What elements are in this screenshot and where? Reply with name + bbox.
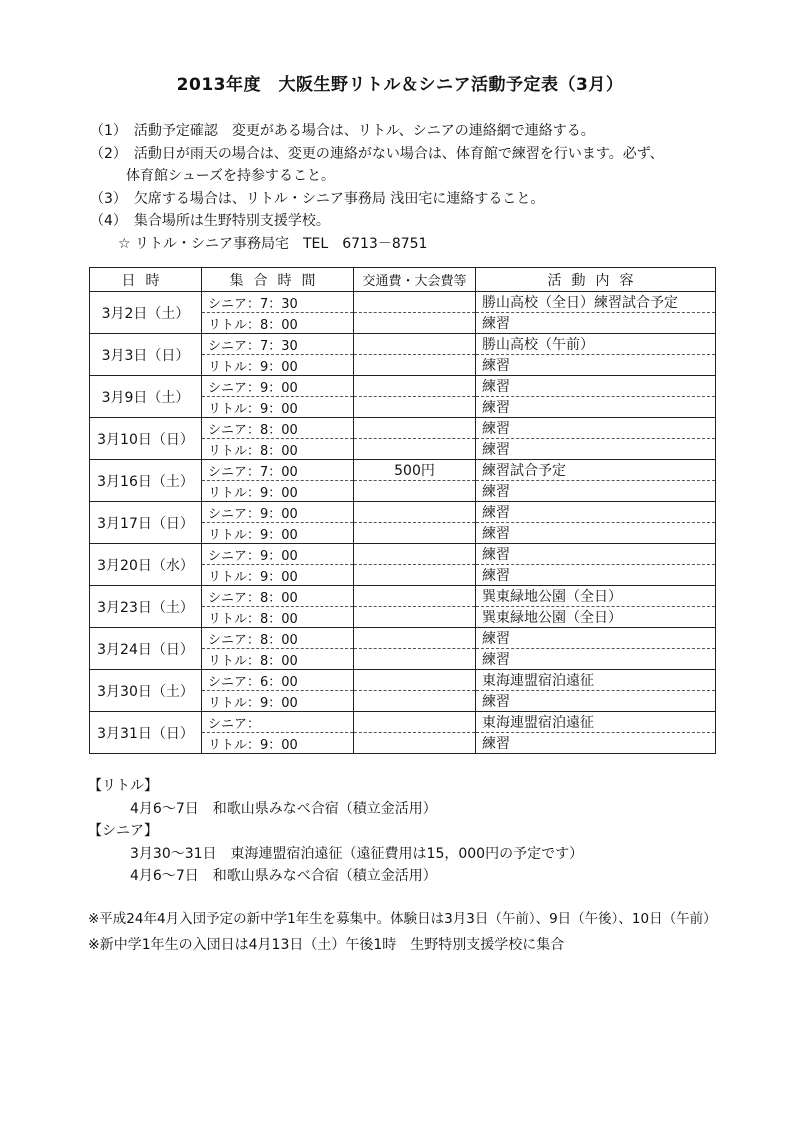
little-fee-cell [354,481,476,502]
table-row [90,418,716,439]
little-time-cell: リトル：9：00 [202,691,354,712]
table-row [90,376,716,397]
senior-activity-cell: 練習 [476,628,716,649]
little-time-cell: リトル：8：00 [202,649,354,670]
entry-note: ※新中学1年生の入団日は4月13日（土）午後1時 生野特別支援学校に集合 [88,937,565,953]
date-cell: 3月10日（日） [90,418,202,460]
little-time-cell: リトル：9：00 [202,481,354,502]
note-3: （3） 欠席する場合は、リトル・シニア事務局 浅田宅に連絡すること。 [90,190,545,207]
little-fee-cell [354,607,476,628]
little-time-cell: リトル：8：00 [202,313,354,334]
senior-fee-cell [354,712,476,733]
table-header-row [90,268,716,292]
little-time-cell: リトル：9：00 [202,355,354,376]
note-2: （2） 活動日が雨天の場合は、変更の連絡がない場合は、体育館で練習を行います。必ず、 [90,145,664,162]
senior-time-cell: シニア：8：00 [202,628,354,649]
senior-fee-cell [354,628,476,649]
senior-fee-cell [354,586,476,607]
little-activity-cell: 練習 [476,481,716,502]
note-4: （4） 集合場所は生野特別支援学校。 [90,213,330,229]
table-row [90,502,716,523]
senior-time-cell: シニア：8：00 [202,418,354,439]
little-camp-item: 4月6～7日 和歌山県みなべ合宿（積立金活用） [130,800,437,817]
little-activity-cell: 練習 [476,523,716,544]
little-activity-cell: 練習 [476,439,716,460]
little-fee-cell [354,523,476,544]
notes-list [90,120,664,255]
senior-camp-label: 【シニア】 [88,823,158,839]
little-activity-cell: 練習 [476,313,716,334]
page-title: 2013年度 大阪生野リトル＆シニア活動予定表（3月） [176,75,624,95]
senior-activity-cell: 練習試合予定 [476,460,716,481]
note-2-continued: 体育館シューズを持参すること。 [126,168,336,184]
date-cell: 3月9日（土） [90,376,202,418]
table-row [90,292,716,313]
senior-fee-cell [354,292,476,313]
little-activity-cell: 練習 [476,649,716,670]
date-cell: 3月30日（土） [90,670,202,712]
little-activity-cell: 練習 [476,565,716,586]
senior-time-cell: シニア：9：00 [202,502,354,523]
little-fee-cell [354,313,476,334]
senior-time-cell: シニア：8：00 [202,586,354,607]
date-cell: 3月16日（土） [90,460,202,502]
little-activity-cell: 練習 [476,733,716,754]
senior-activity-cell: 練習 [476,376,716,397]
senior-activity-cell: 練習 [476,418,716,439]
footer-notes [88,906,717,958]
header-fee: 交通費・大会費等 [354,268,476,292]
little-activity-cell: 練習 [476,691,716,712]
little-time-cell: リトル：8：00 [202,439,354,460]
table-row [90,544,716,565]
little-fee-cell [354,691,476,712]
senior-time-cell: シニア：7：30 [202,292,354,313]
date-cell: 3月23日（土） [90,586,202,628]
recruit-note: ※平成24年4月入団予定の新中学1年生を募集中。体験日は3月3日（午前）、9日（午後）、10日（午前） [88,911,717,927]
senior-time-cell: シニア：6：00 [202,670,354,691]
little-activity-cell: 練習 [476,397,716,418]
senior-camp-item: 3月30～31日 東海連盟宿泊遠征（遠征費用は15，000円の予定です） [130,845,584,862]
header-time: 集合時間 [202,268,354,292]
table-row [90,460,716,481]
table-row [90,628,716,649]
note-1: （1） 活動予定確認 変更がある場合は、リトル、シニアの連絡網で連絡する。 [90,123,595,139]
little-fee-cell [354,439,476,460]
date-cell: 3月31日（日） [90,712,202,754]
little-camp-label: 【リトル】 [88,778,158,794]
little-time-cell: リトル：9：00 [202,397,354,418]
table-row [90,586,716,607]
date-cell: 3月20日（水） [90,544,202,586]
date-cell: 3月17日（日） [90,502,202,544]
senior-camp-item: 4月6～7日 和歌山県みなべ合宿（積立金活用） [130,868,437,884]
little-fee-cell [354,649,476,670]
schedule-body [90,292,716,754]
senior-activity-cell: 練習 [476,502,716,523]
senior-fee-cell [354,418,476,439]
senior-activity-cell: 東海連盟宿泊遠征 [476,670,716,691]
little-activity-cell: 巽東緑地公園（全日） [476,607,716,628]
senior-fee-cell [354,544,476,565]
senior-fee-cell: 500円 [354,460,476,481]
header-activity: 活動内容 [476,268,716,292]
date-cell: 3月3日（日） [90,334,202,376]
little-fee-cell [354,733,476,754]
little-time-cell: リトル：8：00 [202,607,354,628]
little-fee-cell [354,355,476,376]
senior-activity-cell: 勝山高校（午前） [476,334,716,355]
little-fee-cell [354,565,476,586]
senior-time-cell: シニア：9：00 [202,376,354,397]
table-row [90,712,716,733]
senior-activity-cell: 東海連盟宿泊遠征 [476,712,716,733]
senior-fee-cell [354,376,476,397]
little-time-cell: リトル：9：00 [202,523,354,544]
little-activity-cell: 練習 [476,355,716,376]
senior-time-cell: シニア： [202,712,354,733]
senior-time-cell: シニア：7：30 [202,334,354,355]
little-time-cell: リトル：9：00 [202,565,354,586]
table-row [90,670,716,691]
header-date: 日時 [90,268,202,292]
senior-fee-cell [354,502,476,523]
senior-activity-cell: 勝山高校（全日）練習試合予定 [476,292,716,313]
senior-fee-cell [354,670,476,691]
senior-time-cell: シニア：9：00 [202,544,354,565]
date-cell: 3月24日（日） [90,628,202,670]
office-phone: ☆ リトル・シニア事務局宅 TEL 6713－8751 [118,235,428,252]
table-row [90,334,716,355]
schedule-table [89,267,716,754]
senior-fee-cell [354,334,476,355]
senior-time-cell: シニア：7：00 [202,460,354,481]
senior-activity-cell: 練習 [476,544,716,565]
little-fee-cell [354,397,476,418]
little-time-cell: リトル：9：00 [202,733,354,754]
senior-activity-cell: 巽東緑地公園（全日） [476,586,716,607]
date-cell: 3月2日（土） [90,292,202,334]
camps-section [88,775,583,888]
